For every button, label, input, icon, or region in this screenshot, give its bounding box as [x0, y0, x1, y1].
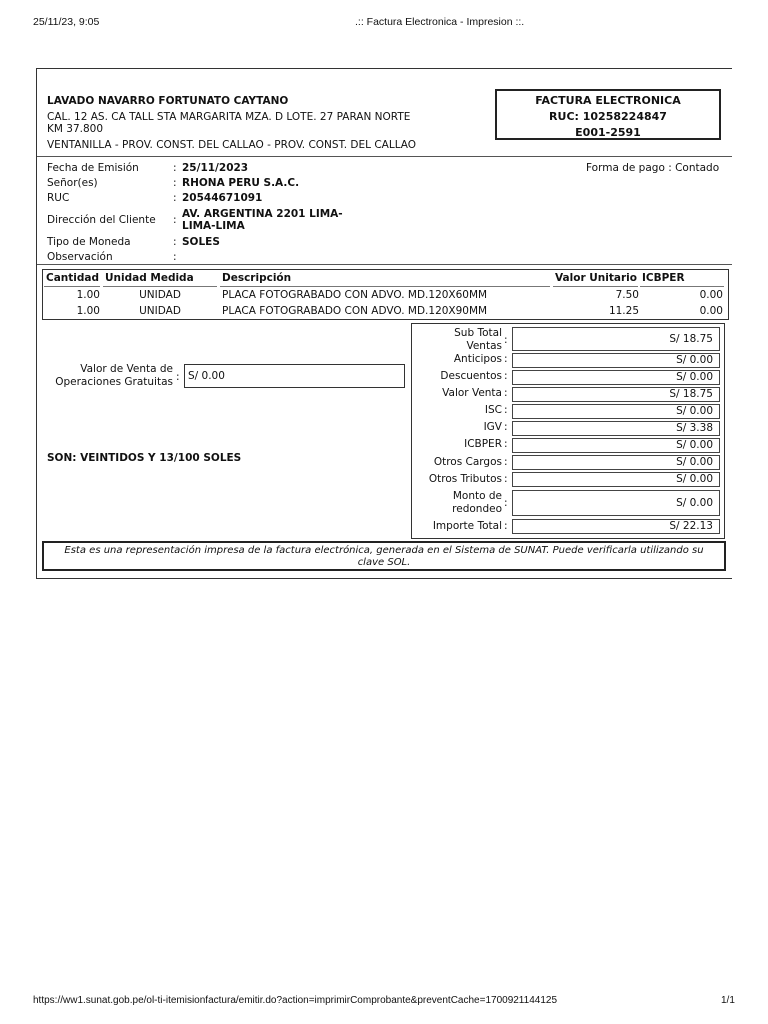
sunat-note-line-2: clave SOL.	[357, 557, 411, 568]
importe-total-label: Importe Total	[432, 520, 502, 532]
redondeo-label-1: Monto de	[452, 490, 502, 502]
col-underline	[220, 286, 550, 287]
row-1-cantidad: 1.00	[76, 289, 100, 301]
col-cantidad: Cantidad	[46, 272, 100, 284]
otros-tributos-value: S/ 0.00	[512, 472, 720, 487]
valor-venta-colon: :	[504, 387, 508, 399]
row-2-unidad: UNIDAD	[139, 305, 181, 317]
forma-pago: Forma de pago : Contado	[586, 162, 720, 174]
emisor-ubicacion: VENTANILLA - PROV. CONST. DEL CALLAO - PROV. CONST. DEL CALLAO	[47, 139, 417, 151]
redondeo-label-2: redondeo	[452, 503, 502, 515]
otros-cargos-colon: :	[504, 456, 508, 468]
moneda-value: SOLES	[182, 236, 220, 248]
otros-cargos-value: S/ 0.00	[512, 455, 720, 470]
factura-tipo: FACTURA ELECTRONICA	[535, 94, 681, 107]
subtotal-label-1: Sub Total	[454, 327, 502, 339]
row-1-icbper: 0.00	[699, 289, 723, 301]
factura-box	[495, 89, 721, 140]
otros-cargos-label: Otros Cargos	[433, 456, 502, 468]
col-valor-unitario: Valor Unitario	[555, 272, 637, 284]
row-1-valor: 7.50	[615, 289, 639, 301]
row-1-descripcion: PLACA FOTOGRABADO CON ADVO. MD.120X60MM	[222, 289, 488, 301]
header-divider	[37, 156, 732, 157]
items-table	[42, 269, 729, 320]
sunat-note-line-1: Esta es una representación impresa de la factura electrónica, generada en el Sistema de SUNAT. Puede verificarla utilizando su	[64, 545, 704, 556]
row-2-icbper: 0.00	[699, 305, 723, 317]
direccion-value-2: LIMA-LIMA	[182, 220, 245, 232]
cliente-divider	[37, 264, 732, 265]
igv-label: IGV	[483, 421, 502, 433]
factura-ruc: RUC: 10258224847	[549, 110, 667, 123]
totals-panel	[411, 323, 725, 539]
emisor-direccion-2: KM 37.800	[47, 123, 104, 135]
print-datetime: 25/11/23, 9:05	[33, 16, 100, 28]
isc-value: S/ 0.00	[512, 404, 720, 419]
valor-venta-label: Valor Venta	[442, 387, 502, 399]
col-underline	[44, 286, 100, 287]
valor-venta-value: S/ 18.75	[512, 387, 720, 402]
ruc-label: RUC	[47, 192, 70, 204]
row-2-valor: 11.25	[608, 305, 639, 317]
igv-colon: :	[504, 421, 508, 433]
gratuitas-value: S/ 0.00	[184, 364, 405, 388]
anticipos-colon: :	[504, 353, 508, 365]
ruc-value: 20544671091	[182, 192, 263, 204]
row-2-descripcion: PLACA FOTOGRABADO CON ADVO. MD.120X90MM	[222, 305, 488, 317]
row-2-cantidad: 1.00	[76, 305, 100, 317]
anticipos-value: S/ 0.00	[512, 353, 720, 368]
icbper-colon: :	[504, 438, 508, 450]
col-icbper: ICBPER	[642, 272, 685, 284]
fecha-value: 25/11/2023	[182, 162, 249, 174]
subtotal-label-2: Ventas	[466, 340, 502, 352]
subtotal-value: S/ 18.75	[512, 327, 720, 351]
descuentos-label: Descuentos	[440, 370, 502, 382]
otros-tributos-label: Otros Tributos	[428, 473, 502, 485]
icbper-value: S/ 0.00	[512, 438, 720, 453]
anticipos-label: Anticipos	[453, 353, 502, 365]
son-text: SON: VEINTIDOS Y 13/100 SOLES	[47, 452, 242, 464]
emisor-direccion-1: CAL. 12 AS. CA TALL STA MARGARITA MZA. D LOTE. 27 PARAN NORTE	[47, 111, 411, 123]
descuentos-value: S/ 0.00	[512, 370, 720, 385]
icbper-label: ICBPER	[464, 438, 502, 450]
col-underline	[640, 286, 724, 287]
gratuitas-label-1: Valor de Venta de	[80, 363, 173, 375]
igv-value: S/ 3.38	[512, 421, 720, 436]
senor-label: Señor(es)	[47, 177, 98, 189]
fecha-colon: :	[173, 162, 177, 174]
importe-total-colon: :	[504, 520, 508, 532]
gratuitas-colon: :	[176, 371, 180, 383]
redondeo-label	[452, 490, 502, 516]
ruc-colon: :	[173, 192, 177, 204]
invoice-document	[36, 68, 732, 579]
subtotal-label	[454, 327, 502, 353]
observacion-colon: :	[173, 251, 177, 263]
col-underline	[553, 286, 638, 287]
redondeo-value: S/ 0.00	[512, 490, 720, 516]
col-unidad: Unidad Medida	[105, 272, 194, 284]
isc-colon: :	[504, 404, 508, 416]
observacion-label: Observación	[47, 251, 113, 263]
gratuitas-label-2: Operaciones Gratuitas	[55, 376, 173, 388]
gratuitas-label	[47, 363, 173, 389]
senor-value: RHONA PERU S.A.C.	[182, 177, 300, 189]
isc-label: ISC	[484, 404, 502, 416]
direccion-value-1: AV. ARGENTINA 2201 LIMA-	[182, 208, 343, 220]
col-descripcion: Descripción	[222, 272, 292, 284]
direccion-label: Dirección del Cliente	[47, 214, 156, 226]
direccion-colon: :	[173, 214, 177, 226]
print-page-number: 1/1	[721, 995, 735, 1006]
col-underline	[103, 286, 217, 287]
sunat-note	[42, 541, 726, 571]
print-page-title: .:: Factura Electronica - Impresion ::.	[355, 16, 525, 28]
redondeo-colon: :	[504, 497, 508, 509]
fecha-label: Fecha de Emisión	[47, 162, 139, 174]
descuentos-colon: :	[504, 370, 508, 382]
factura-numero: E001-2591	[575, 126, 641, 139]
row-1-unidad: UNIDAD	[139, 289, 181, 301]
emisor-nombre: LAVADO NAVARRO FORTUNATO CAYTANO	[47, 95, 289, 107]
importe-total-value: S/ 22.13	[512, 519, 720, 534]
subtotal-colon: :	[504, 334, 508, 346]
senor-colon: :	[173, 177, 177, 189]
moneda-label: Tipo de Moneda	[47, 236, 131, 248]
moneda-colon: :	[173, 236, 177, 248]
otros-tributos-colon: :	[504, 473, 508, 485]
print-url: https://ww1.sunat.gob.pe/ol-ti-itemisionfactura/emitir.do?action=imprimirComprobante&preventCache=1700921144125	[33, 995, 557, 1006]
